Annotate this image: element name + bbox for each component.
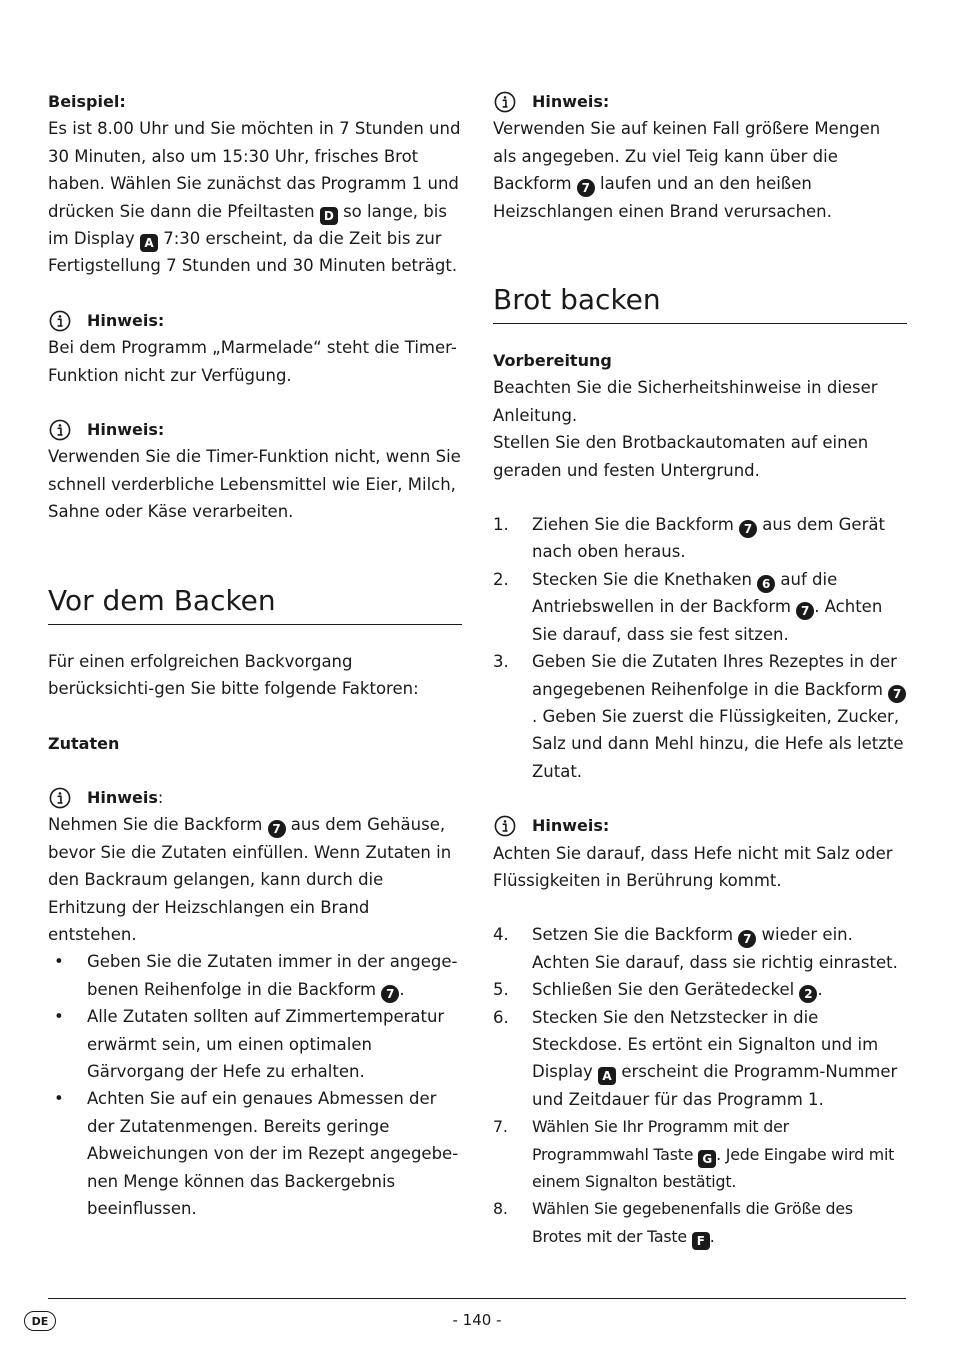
steps-list — [493, 511, 907, 785]
page-number: - 140 - — [452, 1311, 502, 1329]
note-heading: Hinweis: — [493, 812, 907, 839]
step-item: 8. Wählen Sie gegebenenfalls die Größe des Brotes mit der Taste F . — [493, 1195, 907, 1250]
language-badge: DE — [24, 1311, 56, 1331]
intro-text: Für einen erfolgreichen Backvorgang berücksichti-gen Sie bitte folgende Faktoren: — [48, 651, 419, 699]
left-column — [48, 88, 462, 1222]
note-heading: Hinweis: — [48, 416, 462, 443]
step-number: 3. — [493, 652, 509, 672]
example-text: Es ist 8.00 Uhr und Sie möchten in 7 Stunden und 30 Minuten, also um 15:30 Uhr, frisches Brot haben. Wählen Sie zunächst das Programm 1 und drücken Sie dann die Pfeiltasten D so lange, bis im Display A 7:30 erscheint, da die Zeit bis zur Fertigstellung 7 Stunden und 30 Minuten beträgt. — [48, 119, 461, 276]
display-a-badge: A — [140, 234, 158, 252]
step-number: 7. — [493, 1117, 508, 1137]
baking-pan-badge: 7 — [381, 985, 399, 1003]
preparation-heading: Vorbereitung — [493, 351, 612, 371]
section-heading-brot-backen: Brot backen — [493, 281, 907, 324]
example-title: Beispiel: — [48, 92, 126, 111]
reference-badge: 7 — [888, 685, 906, 703]
reference-badge: 6 — [757, 575, 775, 593]
note-text: Nehmen Sie die Backform 7 aus dem Gehäuse, bevor Sie die Zutaten einfüllen. Wenn Zutaten in den Backraum gelangen, kann durch die Erhitzung der Heizschlangen ein Brand entstehen. — [48, 815, 452, 944]
info-icon — [49, 310, 71, 332]
right-column — [493, 88, 907, 1250]
footer-divider — [48, 1298, 906, 1299]
note-text: Verwenden Sie auf keinen Fall größere Mengen als angegeben. Zu viel Teig kann über die Backform 7 laufen und an den heißen Heizschlangen einen Brand verursachen. — [493, 119, 881, 221]
step-number: 4. — [493, 925, 509, 945]
note-text: Bei dem Programm „Marmelade“ steht die Timer-Funktion nicht zur Verfügung. — [48, 338, 457, 385]
list-item: • Geben Sie die Zutaten immer in der angege-benen Reihenfolge in die Backform 7 . — [48, 948, 462, 1003]
list-item: • Achten Sie auf ein genaues Abmessen der der Zutatenmengen. Bereits geringe Abweichungen von der im Rezept angegebe-nen Menge können das Backergebnis beeinflussen. — [48, 1085, 462, 1222]
step-number: 1. — [493, 515, 509, 535]
baking-pan-badge: 7 — [268, 820, 286, 838]
step-number: 5. — [493, 980, 509, 1000]
step-item: 5. Schließen Sie den Gerätedeckel 2 . — [493, 976, 907, 1003]
note-text: Achten Sie darauf, dass Hefe nicht mit Salz oder Flüssigkeiten in Berührung kommt. — [493, 843, 893, 890]
step-item: 7. Wählen Sie Ihr Programm mit der Programmwahl Taste G . Jede Eingabe wird mit einem Signalton bestätigt. — [493, 1113, 907, 1195]
steps-list — [493, 921, 907, 1250]
reference-badge: F — [692, 1232, 710, 1250]
reference-badge: A — [598, 1067, 616, 1085]
baking-pan-badge: 7 — [577, 179, 595, 197]
step-number: 8. — [493, 1199, 508, 1219]
ingredients-heading: Zutaten — [48, 733, 120, 753]
info-icon — [49, 419, 71, 441]
preparation-text: Stellen Sie den Brotbackautomaten auf einen geraden und festen Untergrund. — [493, 433, 869, 480]
list-item: • Alle Zutaten sollten auf Zimmertemperatur erwärmt sein, um einen optimalen Gärvorgang der Hefe zu erhalten. — [48, 1003, 462, 1085]
step-number: 6. — [493, 1007, 509, 1027]
section-heading-vor-dem-backen: Vor dem Backen — [48, 582, 462, 625]
step-item: 3. Geben Sie die Zutaten Ihres Rezeptes in der angegebenen Reihenfolge in die Backform 7. Geben Sie zuerst die Flüssigkeiten, Zucker, Salz und dann Mehl hinzu, die Hefe als letzte Zutat. — [493, 648, 907, 785]
step-item: 4. Setzen Sie die Backform 7 wieder ein. Achten Sie darauf, dass sie richtig einrastet. — [493, 921, 907, 976]
note-heading: Hinweis: — [493, 88, 907, 115]
step-item: 2. Stecken Sie die Knethaken 6 auf die Antriebswellen in der Backform 7 . Achten Sie darauf, dass sie fest sitzen. — [493, 566, 907, 648]
reference-badge: G — [698, 1150, 716, 1168]
key-d-badge: D — [320, 207, 338, 225]
step-number: 2. — [493, 569, 509, 589]
note-heading: Hinweis : — [48, 784, 462, 811]
step-item: 1. Ziehen Sie die Backform 7 aus dem Gerät nach oben heraus. — [493, 511, 907, 566]
step-item: 6. Stecken Sie den Netzstecker in die Steckdose. Es ertönt ein Signalton und im Display A erscheint die Programm-Nummer und Zeitdauer für das Programm 1. — [493, 1004, 907, 1114]
info-icon — [49, 787, 71, 809]
note-text: Verwenden Sie die Timer-Funktion nicht, wenn Sie schnell verderbliche Lebensmittel wie Eier, Milch, Sahne oder Käse verarbeiten. — [48, 447, 461, 522]
info-icon — [494, 91, 516, 113]
reference-badge: 2 — [799, 985, 817, 1003]
info-icon — [494, 815, 516, 837]
reference-badge: 7 — [739, 520, 757, 538]
preparation-text: Beachten Sie die Sicherheitshinweise in dieser Anleitung. — [493, 378, 878, 425]
ingredient-bullets — [48, 948, 462, 1222]
note-heading: Hinweis: — [48, 307, 462, 334]
reference-badge: 7 — [738, 930, 756, 948]
reference-badge: 7 — [796, 602, 814, 620]
